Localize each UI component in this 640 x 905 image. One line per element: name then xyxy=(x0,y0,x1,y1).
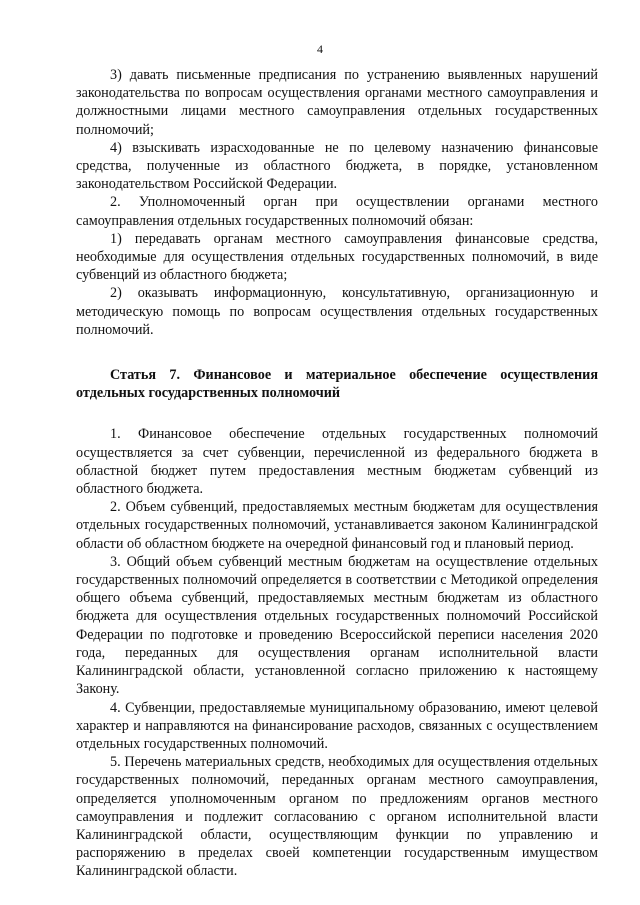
paragraph-article7-5: 5. Перечень материальных средств, необходимых для осуществления отдельных государственных полномочий, переданных органам местного самоуправления, определяется уполномоченным органом по предложениям органов местного самоуправления и подлежит согласованию с органом исполнительной власти Калининградской области, осуществляющим функции по управлению и распоряжению в пределах своей компетенции государственным имуществом Калининградской области. xyxy=(76,754,598,880)
paragraph-duty-2: 2) оказывать информационную, консультативную, организационную и методическую помощь по вопросам осуществления отдельных государственных полномочий. xyxy=(76,285,598,338)
paragraph-article7-1: 1. Финансовое обеспечение отдельных государственных полномочий осуществляется за счет субвенции, перечисленной из федерального бюджета в областной бюджет путем предоставления местным бюджетам субвенций из областного бюджета. xyxy=(76,426,598,498)
page-number: 4 xyxy=(317,42,323,56)
paragraph-article7-2: 2. Объем субвенций, предоставляемых местным бюджетам для осуществления отдельных государственных полномочий, устанавливается законом Калининградской области об областном бюджете на очередной финансовый год и плановый период. xyxy=(76,499,598,552)
paragraph-article7-3: 3. Общий объем субвенций местным бюджетам на осуществление отдельных государственных полномочий определяется в соответствии с Методикой определения общего объема субвенций, предоставляемых местным бюджетам из областного бюджета для осуществления отдельных государственных полномочий Российской Федерации по подготовке и проведению Всероссийской переписи населения 2020 года, переданных для осуществления органам исполнительной власти Калининградской области, установленной согласно приложению к настоящему Закону. xyxy=(76,553,598,698)
article-heading: Статья 7. Финансовое и материальное обеспечение осуществления отдельных государственных полномочий xyxy=(76,367,598,402)
paragraph-section-2: 2. Уполномоченный орган при осуществлении органами местного самоуправления отдельных государственных полномочий обязан: xyxy=(76,194,598,229)
paragraph-duty-1: 1) передавать органам местного самоуправления финансовые средства, необходимые для осуществления отдельных государственных полномочий, в виде субвенций из областного бюджета; xyxy=(76,230,598,284)
paragraph-article7-4: 4. Субвенции, предоставляемые муниципальному образованию, имеют целевой характер и направляются на финансирование расходов, связанных с осуществлением отдельных государственных полномочий. xyxy=(76,699,598,752)
document-body xyxy=(76,66,598,881)
paragraph-item-4: 4) взыскивать израсходованные не по целевому назначению финансовые средства, полученные из областного бюджета, в порядке, установленном законодательством Российской Федерации. xyxy=(76,139,598,193)
paragraph-item-3: 3) давать письменные предписания по устранению выявленных нарушений законодательства по вопросам осуществления органами местного самоуправления и должностными лицами местного самоуправления отдельных государственных полномочий; xyxy=(76,67,598,138)
